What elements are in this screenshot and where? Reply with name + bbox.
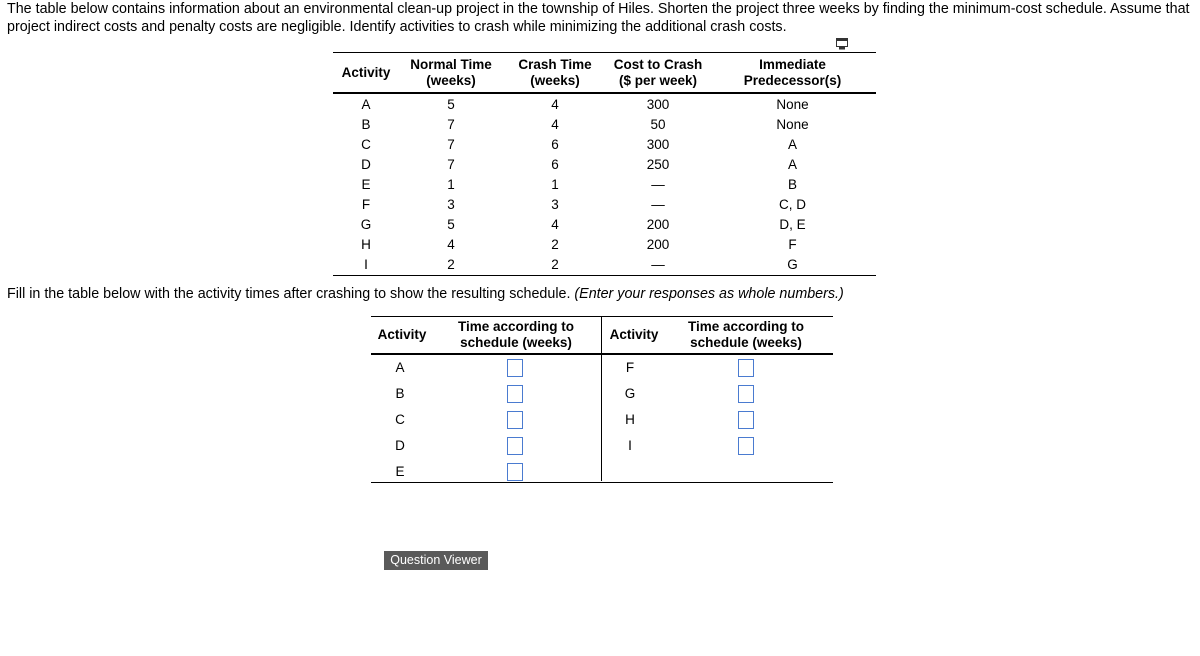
answer-activity-label-b: B bbox=[395, 386, 405, 401]
cell-activity: A bbox=[361, 97, 371, 112]
cell-activity: E bbox=[361, 177, 371, 192]
cell-crash-time: 1 bbox=[551, 177, 559, 192]
data-table-row bbox=[333, 155, 876, 175]
answer-activity-label-g: G bbox=[624, 386, 636, 401]
answer-header-rule bbox=[371, 353, 833, 355]
answer-activity-label-i: I bbox=[628, 438, 632, 453]
cell-cost-to-crash: 50 bbox=[650, 117, 666, 132]
data-table-row bbox=[333, 195, 876, 215]
activity-data-table bbox=[333, 52, 876, 276]
time-input-b[interactable] bbox=[507, 385, 523, 403]
answer-header-time-left: Time according to schedule (weeks) bbox=[457, 319, 575, 350]
data-table-row bbox=[333, 115, 876, 135]
time-input-c[interactable] bbox=[507, 411, 523, 429]
cell-predecessors: A bbox=[787, 137, 797, 152]
cell-cost-to-crash: 250 bbox=[646, 157, 670, 172]
time-input-g[interactable] bbox=[738, 385, 754, 403]
cell-predecessors: D, E bbox=[779, 217, 806, 232]
time-input-a[interactable] bbox=[507, 359, 523, 377]
cell-activity: C bbox=[361, 137, 371, 152]
answer-activity-label-e: E bbox=[395, 464, 405, 479]
cell-crash-time: 6 bbox=[551, 137, 559, 152]
answer-activity-label-h: H bbox=[625, 412, 635, 427]
header-activity: Activity bbox=[341, 64, 391, 80]
data-table-row bbox=[333, 135, 876, 155]
data-table-row bbox=[333, 175, 876, 195]
cell-activity: D bbox=[361, 157, 371, 172]
cell-predecessors: C, D bbox=[779, 197, 806, 212]
time-input-h[interactable] bbox=[738, 411, 754, 429]
answer-header-activity-left: Activity bbox=[377, 327, 427, 342]
answer-activity-label-c: C bbox=[395, 412, 405, 427]
answer-activity-label-d: D bbox=[395, 438, 405, 453]
cell-cost-to-crash: 300 bbox=[646, 137, 670, 152]
data-table-row bbox=[333, 235, 876, 255]
data-table-row bbox=[333, 93, 876, 115]
cell-cost-to-crash: 300 bbox=[646, 97, 670, 112]
cell-cost-to-crash: 200 bbox=[646, 237, 670, 252]
answer-header-time-right: Time according to schedule (weeks) bbox=[687, 319, 805, 350]
answer-table bbox=[371, 316, 833, 483]
cell-activity: F bbox=[361, 197, 371, 212]
header-predecessors: Immediate Predecessor(s) bbox=[743, 56, 842, 88]
question-viewer-button[interactable]: Question Viewer bbox=[384, 551, 488, 570]
answer-activity-label-f: F bbox=[625, 360, 635, 375]
cell-crash-time: 6 bbox=[551, 157, 559, 172]
data-table-header-row bbox=[333, 53, 876, 94]
cell-cost-to-crash: — bbox=[651, 177, 665, 192]
fill-hint: (Enter your responses as whole numbers.) bbox=[574, 286, 844, 302]
cell-predecessors: None bbox=[776, 97, 809, 112]
cell-crash-time: 3 bbox=[551, 197, 559, 212]
cell-crash-time: 4 bbox=[551, 217, 559, 232]
cell-normal-time: 7 bbox=[447, 117, 455, 132]
cell-cost-to-crash: — bbox=[651, 257, 665, 272]
data-table-row bbox=[333, 215, 876, 235]
time-input-f[interactable] bbox=[738, 359, 754, 377]
cell-cost-to-crash: — bbox=[651, 197, 665, 212]
cell-normal-time: 7 bbox=[447, 137, 455, 152]
answer-header-activity-right: Activity bbox=[609, 327, 659, 342]
cell-predecessors: A bbox=[787, 157, 797, 172]
question-intro: The table below contains information about an environmental clean-up project in the township of Hiles. Shorten the project three weeks by finding the minimum-cost schedule. Assume that project indirect costs and penalty costs are negligible. Identify activities to crash while minimizing the additional crash costs. bbox=[7, 1, 1190, 35]
cell-normal-time: 1 bbox=[447, 177, 455, 192]
answer-activity-label-a: A bbox=[395, 360, 405, 375]
cell-crash-time: 4 bbox=[551, 117, 559, 132]
cell-normal-time: 3 bbox=[447, 197, 455, 212]
header-crash-time: Crash Time (weeks) bbox=[518, 56, 592, 88]
time-input-d[interactable] bbox=[507, 437, 523, 455]
cell-activity: B bbox=[361, 117, 371, 132]
cell-normal-time: 2 bbox=[447, 257, 455, 272]
cell-crash-time: 2 bbox=[551, 237, 559, 252]
header-normal-time: Normal Time (weeks) bbox=[410, 56, 492, 88]
cell-crash-time: 2 bbox=[551, 257, 559, 272]
header-cost-to-crash: Cost to Crash ($ per week) bbox=[613, 56, 703, 88]
cell-normal-time: 5 bbox=[447, 217, 455, 232]
copy-table-icon[interactable] bbox=[836, 38, 848, 50]
cell-predecessors: None bbox=[776, 117, 809, 132]
cell-predecessors: F bbox=[788, 237, 797, 252]
cell-predecessors: B bbox=[787, 177, 797, 192]
cell-normal-time: 7 bbox=[447, 157, 455, 172]
fill-instructions: Fill in the table below with the activity times after crashing to show the resulting schedule. (Enter your responses as whole numbers.) bbox=[7, 286, 844, 302]
cell-activity: H bbox=[361, 237, 371, 252]
cell-activity: I bbox=[364, 257, 368, 272]
cell-normal-time: 4 bbox=[447, 237, 455, 252]
time-input-i[interactable] bbox=[738, 437, 754, 455]
data-table-row bbox=[333, 255, 876, 276]
answer-column-divider bbox=[601, 317, 602, 481]
time-input-e[interactable] bbox=[507, 463, 523, 481]
cell-crash-time: 4 bbox=[551, 97, 559, 112]
cell-predecessors: G bbox=[787, 257, 798, 272]
cell-cost-to-crash: 200 bbox=[646, 217, 670, 232]
cell-normal-time: 5 bbox=[447, 97, 455, 112]
cell-activity: G bbox=[360, 217, 372, 232]
